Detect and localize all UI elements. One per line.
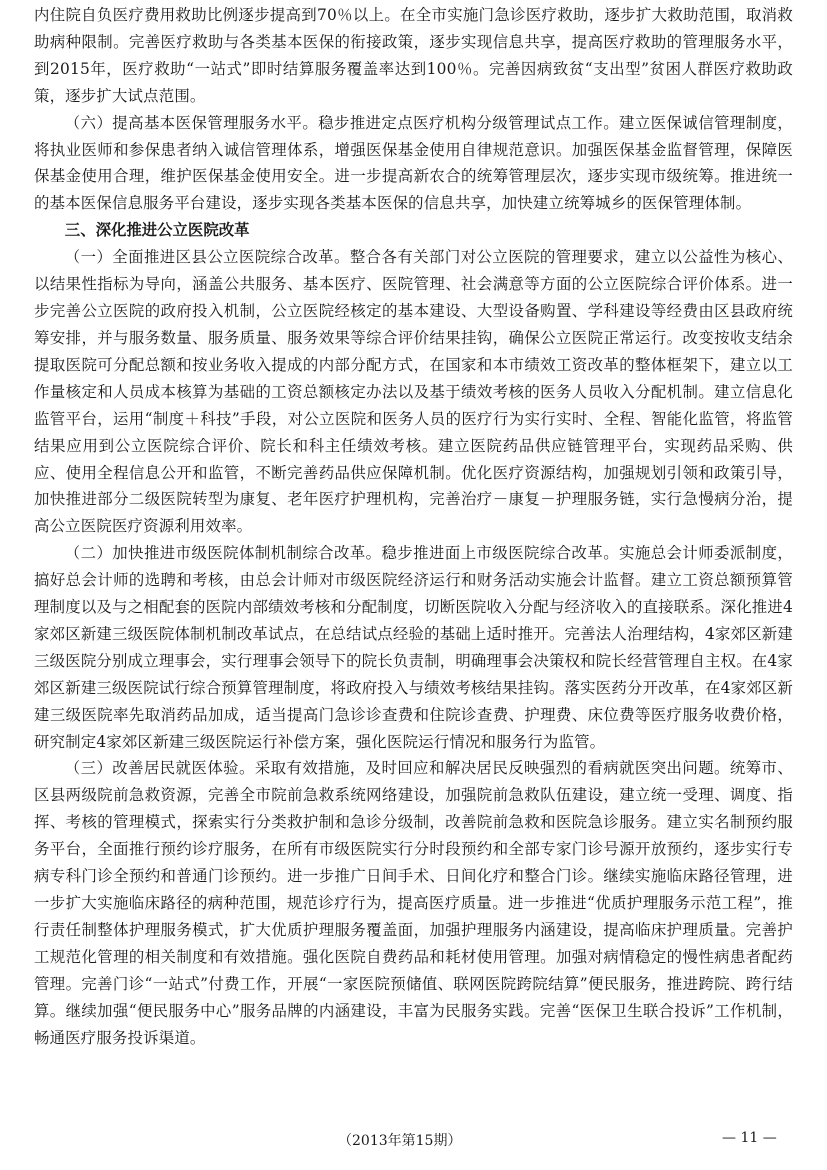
paragraph-county-hospital-reform: [34, 244, 793, 540]
paragraph-lead: （六）提高基本医保管理服务水平。: [64, 113, 319, 132]
paragraph-text: 稳步推进面上市级医院综合改革。实施总会计师委派制度，搞好总会计师的选聘和考核，由总会计师对市级医院经济运行和财务活动实施会计监督。建立工资总额预算管理制度以及与之相配套的医院内部绩效考核和分配制度，切断医院收入分配与经济收入的直接联系。深化推进4家郊区新建三级医院体制机制改革试点，在总结试点经验的基础上适时推开。完善法人治理结构，4家郊区新建三级医院分别成立理事会，实行理事会领导下的院长负责制，明确理事会决策权和院长经营管理自主权。在4家郊区新建三级医院试行综合预算管理制度，将政府投入与绩效考核结果挂钩。落实医药分开改革，在4家郊区新建三级医院率先取消药品加成，适当提高门急诊诊查费和住院诊查费、护理费、床位费等医疗服务收费价格，研究制定4家郊区新建三级医院运行补偿方案，强化医院运行情况和服务行为监管。: [34, 544, 793, 751]
paragraph-medical-insurance-management: [34, 110, 793, 218]
paragraph-text: 内住院自负医疗费用救助比例逐步提高到70％以上。在全市实施门急诊医疗救助，逐步扩大救助范围，取消救助病种限制。完善医疗救助与各类基本医保的衔接政策，逐步实现信息共享，提高医疗救助的管理服务水平，到2015年，医疗救助“一站式”即时结算服务覆盖率达到100％。完善因病致贫“支出型”贫困人群医疗救助政策，逐步扩大试点范围。: [34, 6, 793, 105]
paragraph-text: 整合各有关部门对公立医院的管理要求，建立以公益性为核心、以结果性指标为导向，涵盖公共服务、基本医疗、医院管理、社会满意等方面的公立医院综合评价体系。进一步完善公立医院的政府投入机制，公立医院经核定的基本建设、大型设备购置、学科建设等经费由区县政府统筹安排，并与服务数量、服务质量、服务效果等综合评价结果挂钩，确保公立医院正常运行。改变按收支结余提取医院可分配总额和按业务收入提成的内部分配方式，在国家和本市绩效工资改革的整体框架下，建立以工作量核定和人员成本核算为基础的工资总额核定办法以及基于绩效考核的医务人员收入分配机制。建立信息化监管平台，运用“制度＋科技”手段，对公立医院和医务人员的医疗行为实行实时、全程、智能化监管，将监管结果应用到公立医院综合评价、院长和科主任绩效考核。建立医院药品供应链管理平台，实现药品采购、供应、使用全程信息公开和监管，不断完善药品供应保障机制。优化医疗资源结构，加强规划引领和政策引导，加快推进部分二级医院转型为康复、老年医疗护理机构，完善治疗－康复－护理服务链，实行急慢病分治，提高公立医院医疗资源利用效率。: [34, 248, 793, 536]
paragraph-lead: （三）改善居民就医体验。: [64, 759, 255, 778]
paragraph-lead: （一）全面推进区县公立医院综合改革。: [64, 248, 350, 267]
paragraph-text: 采取有效措施，及时回应和解决居民反映强烈的看病就医突出问题。统筹市、区县两级院前急救资源，完善全市院前急救系统网络建设，加强院前急救队伍建设，建立统一受理、调度、指挥、考核的管理模式，探索实行分类救护制和急诊分级制，改善院前急救和医院急诊服务。建立实名制预约服务平台，全面推行预约诊疗服务，在所有市级医院实行分时段预约和全部专家门诊号源开放预约，逐步实行专病专科门诊全预约和普通门诊预约。进一步推广日间手术、日间化疗和整合门诊。继续实施临床路径管理，进一步扩大实施临床路径的病种范围，规范诊疗行为，提高医疗质量。进一步推进“优质护理服务示范工程”，推行责任制整体护理服务模式，扩大优质护理服务覆盖面，加强护理服务内涵建设，提高临床护理质量。完善护工规范化管理的相关制度和有效措施。强化医院自费药品和耗材使用管理。加强对病情稳定的慢性病患者配药管理。完善门诊“一站式”付费工作，开展“一家医院预储值、联网医院跨院结算”便民服务，推进跨院、跨行结算。继续加强“便民服务中心”服务品牌的内涵建设，丰富为民服务实践。完善“医保卫生联合投诉”工作机制，畅通医疗服务投诉渠道。: [34, 759, 793, 1047]
paragraph-patient-experience: [34, 755, 793, 1051]
page-number: — 11 —: [722, 1130, 777, 1146]
page-footer: [0, 1128, 827, 1152]
issue-label: （2013年第15期）: [338, 1133, 462, 1149]
paragraph-lead: （二）加快推进市级医院体制机制综合改革。: [64, 544, 382, 563]
section-heading: 三、深化推进公立医院改革: [64, 221, 250, 240]
paragraph-continued: [34, 2, 793, 110]
paragraph-municipal-hospital-reform: [34, 540, 793, 755]
paragraph-text: 稳步推进定点医疗机构分级管理试点工作。建立医保诚信管理制度，将执业医师和参保患者纳入诚信管理体系，增强医保基金使用自律规范意识。加强医保基金监督管理，保障医保基金使用合理，维护医保基金使用安全。进一步提高新农合的统筹管理层次，逐步实现市级统筹。推进统一的基本医保信息服务平台建设，逐步实现各类基本医保的信息共享，加快建立统筹城乡的医保管理体制。: [34, 113, 793, 213]
